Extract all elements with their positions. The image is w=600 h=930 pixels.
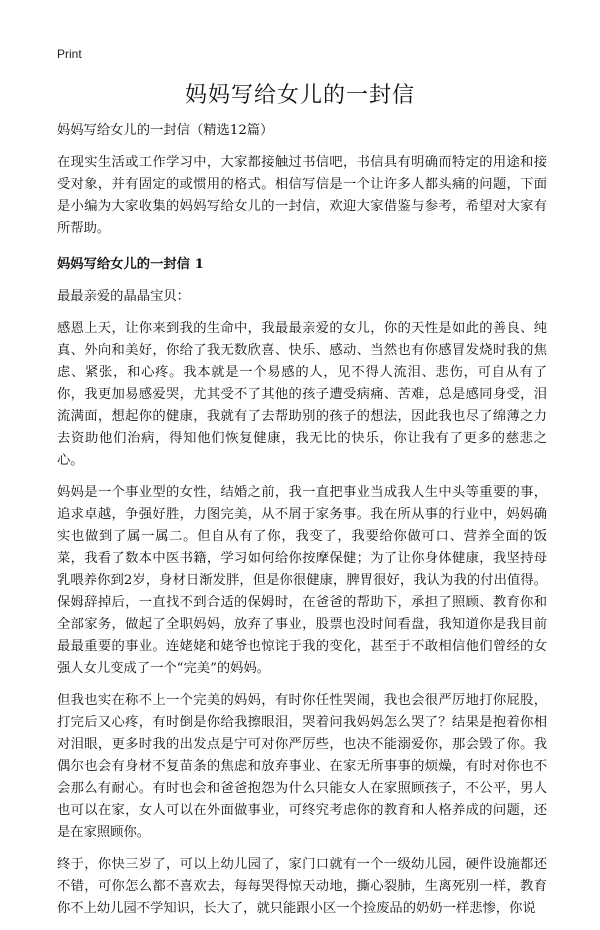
letter-greeting: 最最亲爱的晶晶宝贝： bbox=[57, 289, 190, 304]
letter-paragraph-2: 妈妈是一个事业型的女性，结婚之前，我一直把事业当成我人生中头等重要的事，追求卓越，争强好胜，力图完美，从不屑于家务事。我在所从事的行业中，妈妈确实也做到了属一属二。但自从有了你，我变了，我要给你做可口、营养全面的饭菜，我看了数本中医书籍，学习如何给你按摩保健；为了让你身体健康，我坚持母乳喂养你到2岁，身材日渐发胖，但是你很健康，脾胃很好，我认为我的付出值得。保姆辞掉后，一直找不到合适的保姆时，在爸爸的帮助下，承担了照顾、教育你和全部家务，做起了全职妈妈，放弃了事业，股票也没时间看盘，我知道你是我目前最最重要的事业。连姥姥和姥爷也惊诧于我的变化，甚至于不敢相信他们曾经的女强人女儿变成了一个“完美”的妈妈。 bbox=[57, 485, 547, 676]
section-heading: 妈妈写给女儿的一封信 1 bbox=[57, 257, 204, 272]
print-label: Print bbox=[57, 47, 82, 61]
document-body bbox=[57, 120, 547, 930]
letter-paragraph-1: 感恩上天，让你来到我的生命中，我最最亲爱的女儿，你的天性是如此的善良、纯真、外向和美好，你给了我无数欣喜、快乐、感动、当然也有你感冒发烧时我的焦虑、紧张，和心疼。我本就是一个易感的人，见不得人流泪、悲伤，可自从有了你，我更加易感爱哭，尤其受不了其他的孩子遭受病痛、苦难，总是感同身受，泪流满面，想起你的健康，我就有了去帮助别的孩子的想法，因此我也尽了绵薄之力去资助他们治病，得知他们恢复健康，我无比的快乐，你让我有了更多的慈悲之心。 bbox=[57, 321, 547, 468]
letter-paragraph-3: 但我也实在称不上一个完美的妈妈，有时你任性哭闹，我也会很严厉地打你屁股，打完后又心疼，有时倒是你给我擦眼泪，哭着问我妈妈怎么哭了？结果是抱着你相对泪眼，更多时我的出发点是宁可对你严厉些，也决不能溺爱你，那会毁了你。我偶尔也会有身材不复苗条的焦虑和放弃事业、在家无所事事的烦燥，有时对你也不会那么有耐心。有时也会和爸爸抱怨为什么只能女人在家照顾孩子，不公平，男人也可以在家，女人可以在外面做事业，可终究考虑你的教育和人格养成的问题，还是在家照顾你。 bbox=[57, 693, 547, 840]
document-title: 妈妈写给女儿的一封信 bbox=[184, 83, 415, 108]
document-subtitle: 妈妈写给女儿的一封信（精选12篇） bbox=[57, 123, 274, 138]
intro-paragraph: 在现实生活或工作学习中，大家都接触过书信吧，书信具有明确而特定的用途和接受对象，并有固定的或惯用的格式。相信写信是一个让许多人都头痛的问题，下面是小编为大家收集的妈妈写给女儿的一封信，欢迎大家借鉴与参考，希望对大家有所帮助。 bbox=[57, 155, 547, 236]
letter-paragraph-4: 终于，你快三岁了，可以上幼儿园了，家门口就有一个一级幼儿园，硬件设施都还不错，可你怎么都不喜欢去，每每哭得惊天动地，撕心裂肺，生离死别一样，教育你不上幼儿园不学知识，长大了，就只能跟小区一个捡废品的奶奶一样悲惨，你说 bbox=[57, 857, 547, 916]
